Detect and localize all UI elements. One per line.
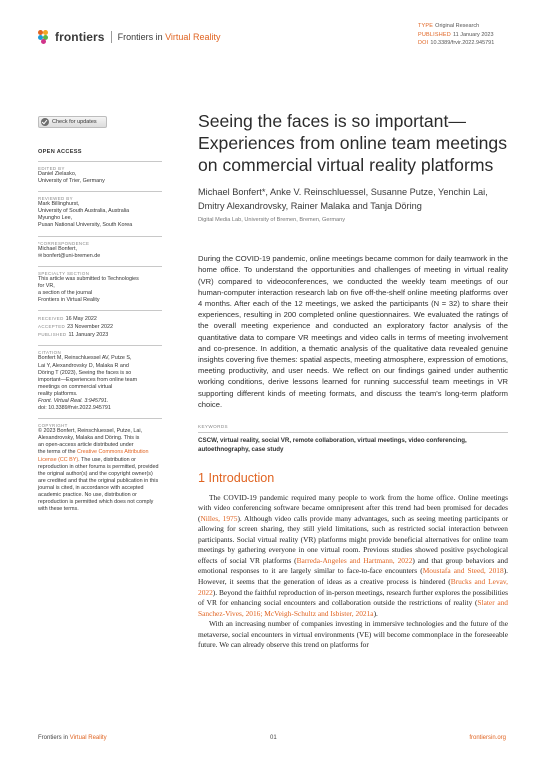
- page-number: 01: [270, 735, 277, 741]
- received-date: RECEIVED 16 May 2022: [38, 316, 97, 323]
- affiliation: Digital Media Lab, University of Bremen, Bremen, Germany: [198, 217, 346, 224]
- edited-by-block: [38, 161, 162, 185]
- footer-site-link[interactable]: frontiersin.org: [469, 735, 506, 741]
- frontiers-logo-icon: [38, 30, 52, 44]
- check-updates-icon: [41, 118, 49, 126]
- license-link[interactable]: Creative Commons Attribution License (CC BY): [38, 449, 149, 463]
- copyright-line: Alexandrovsky, Malaka and Döring. This is: [38, 435, 140, 442]
- citation-line: important—Experiences from online team: [38, 376, 138, 383]
- reviewed-by-block: [38, 191, 162, 229]
- specialty-line: a section of the journal: [38, 289, 93, 296]
- keywords: CSCW, virtual reality, social VR, remote collaboration, virtual meetings, video conferencing, autoethnography, case study: [198, 437, 467, 453]
- specialty-block: [38, 266, 162, 304]
- correspondence-email[interactable]: bonfert@uni-bremen.de: [43, 252, 101, 259]
- edited-line: Daniel Zielasko,: [38, 171, 77, 177]
- correspondence-block: [38, 236, 162, 260]
- logo-text: frontiers: [55, 30, 105, 44]
- check-updates-label: Check for updates: [52, 119, 97, 125]
- article-main: [198, 110, 508, 651]
- copyright-block: [38, 418, 162, 513]
- specialty-line: Frontiers in Virtual Reality: [38, 297, 100, 304]
- published-value: 11 January 2023: [452, 31, 494, 38]
- open-access-label: OPEN ACCESS: [38, 149, 82, 155]
- paragraph: With an increasing number of companies investing in immersive technologies and the future of the metaverse, social encounters in virtual environments (VE) will become commonplace in the foreseeable future. We can already observe this trend on platforms for: [198, 619, 508, 650]
- specialty-line: for VR,: [38, 282, 55, 289]
- dates-block: [38, 310, 162, 339]
- abstract: During the COVID-19 pandemic, online meetings became common for daily teamwork in the home office. To understand the opportunities and challenges of meeting in virtual reality (VR) compared to videoconferences, we conducted the weekly team meetings of our human-computer interaction research lab on five off-the-shelf online meeting platforms over 4 months. After each of the 12 meetings, we asked the participants (N = 32) to share their experiences, resulting in 200 completed online questionnaires. We evaluated the ratings of the overall meeting experience and conducted an exploratory factor analysis of the quantitative data to compare VR meetings and video calls in terms of meeting involvement and co-presence. In addition, a thematic analysis of the qualitative data revealed genuine insights covering five themes: spatial aspects, meeting atmosphere, expression of emotions, meeting productivity, and user needs. We reflect on our findings gained under authentic working conditions, derive lessons learned for running successful team meetings in VR supporting different kinds of meeting formats, and discuss the team's long-term platform choice.: [198, 254, 508, 409]
- copyright-line: an open-access article distributed under: [38, 442, 134, 449]
- correspondence-email-row: [38, 253, 162, 260]
- citation-line: Lai Y, Alexandrovsky D, Malaka R and: [38, 362, 129, 369]
- article-title: Seeing the faces is so important—Experiences from online team meetings on commercial virtual reality platforms: [198, 111, 508, 175]
- doi-value[interactable]: 10.3389/frvir.2022.945791: [430, 40, 495, 47]
- published-date: PUBLISHED 11 January 2023: [38, 332, 109, 339]
- page-footer: [38, 735, 506, 745]
- citation-heading: CITATION: [38, 350, 62, 356]
- section-heading: 1 Introduction: [198, 470, 275, 485]
- citation-line: Döring T (2023), Seeing the faces is so: [38, 369, 132, 376]
- keywords-divider: [198, 432, 508, 433]
- citation-line: doi: 10.3389/frvir.2022.945791: [38, 405, 111, 412]
- citation-link[interactable]: Moustafa and Steed, 2018: [422, 566, 504, 576]
- check-updates-button[interactable]: [38, 116, 107, 128]
- doi-key: DOI: [418, 40, 429, 47]
- journal-name: Frontiers in Virtual Reality: [117, 32, 221, 42]
- reviewer-line: Mark Billinghurst,: [38, 201, 80, 208]
- keywords-heading: KEYWORDS: [198, 424, 228, 430]
- citation-link[interactable]: Nilles, 1975: [200, 513, 238, 523]
- footer-journal: Frontiers in Virtual Reality: [38, 735, 107, 741]
- article-meta: [418, 22, 494, 48]
- body-text: [198, 493, 508, 651]
- type-value: Original Research: [435, 23, 480, 29]
- citation-link[interactable]: Slater and Sanchez-Vives, 2016; McVeigh-Schultz and Isbister, 2021a: [198, 598, 508, 618]
- frontiers-logo[interactable]: [38, 30, 220, 44]
- copyright-text: the terms of the Creative Commons Attribution License (CC BY). The use, distribution or reproduction in other forums is permitted, provided the original author(s) and the copyright owner(s) are credited and that the original publication in this journal is cited, in accordance with accepted academic practice. No use, distribution or reproduction is permitted which does not comply with these terms.: [38, 449, 159, 513]
- email-icon: ✉: [38, 252, 43, 259]
- edited-line: University of Trier, Germany: [38, 178, 105, 185]
- specialty-line: This article was submitted to Technologies: [38, 275, 139, 282]
- citation-line: reality platforms.: [38, 390, 78, 397]
- correspondence-heading: *CORRESPONDENCE: [38, 240, 90, 246]
- author-list: Michael Bonfert*, Anke V. Reinschluessel, Susanne Putze, Yenchin Lai, Dmitry Alexandrovsky, Rainer Malaka and Tanja Döring: [198, 187, 488, 211]
- page-header: [38, 22, 506, 50]
- citation-line: Bonfert M, Reinschluessel AV, Putze S,: [38, 355, 132, 362]
- citation-link[interactable]: Barreda-Angeles and Hartmann, 2022: [296, 555, 413, 565]
- specialty-heading: SPECIALTY SECTION: [38, 270, 90, 276]
- published-key: PUBLISHED: [418, 31, 451, 38]
- type-key: TYPE: [418, 23, 434, 29]
- accepted-date: ACCEPTED 23 November 2022: [38, 324, 113, 331]
- copyright-line: © 2023 Bonfert, Reinschluessel, Putze, Lai,: [38, 428, 143, 435]
- reviewer-line: Myungho Lee,: [38, 215, 73, 222]
- paragraph: The COVID-19 pandemic required many people to work from the home office. Online meetings with video conferencing software became omnipresent after this trend had been promised for decades (Nilles, 1975). Although video calls provide many advantages, such as seeing meeting participants or allowing for screen sharing, they still yield limitations, such as restricted social interaction between participants. Social virtual reality (VR) platforms might provide beneficial alternatives for online team meetings by gathering everyone in one virtual room. Previous studies showed positive psychological effects of social VR platforms (Barreda-Angeles and Hartmann, 2022) and that group behaviors and emotional responses to it are largely similar to face-to-face encounters (Moustafa and Steed, 2018). However, it seems that the generation of ideas as a creative process is hindered (Brucks and Levav, 2022). Beyond the faithful reproduction of in-person meetings, research further explores the possibilities of VR for enhancing social encounters and collaboration outside the restrictions of reality (Slater and Sanchez-Vives, 2016; McVeigh-Schultz and Isbister, 2021a).: [198, 492, 508, 618]
- logo-divider: [111, 31, 112, 43]
- citation-line: Front. Virtual Real. 3:945791.: [38, 397, 109, 404]
- correspondence-name: Michael Bonfert,: [38, 245, 77, 252]
- copyright-heading: COPYRIGHT: [38, 423, 68, 429]
- reviewed-by-heading: REVIEWED BY: [38, 196, 73, 202]
- edited-by-heading: EDITED BY: [38, 166, 65, 171]
- citation-link[interactable]: Brucks and Levav, 2022: [198, 577, 508, 597]
- reviewer-line: Pusan National University, South Korea: [38, 222, 133, 229]
- citation-block: [38, 345, 162, 412]
- citation-line: meetings on commercial virtual: [38, 383, 113, 390]
- sidebar: [38, 116, 162, 513]
- reviewer-line: University of South Australia, Australia: [38, 208, 130, 215]
